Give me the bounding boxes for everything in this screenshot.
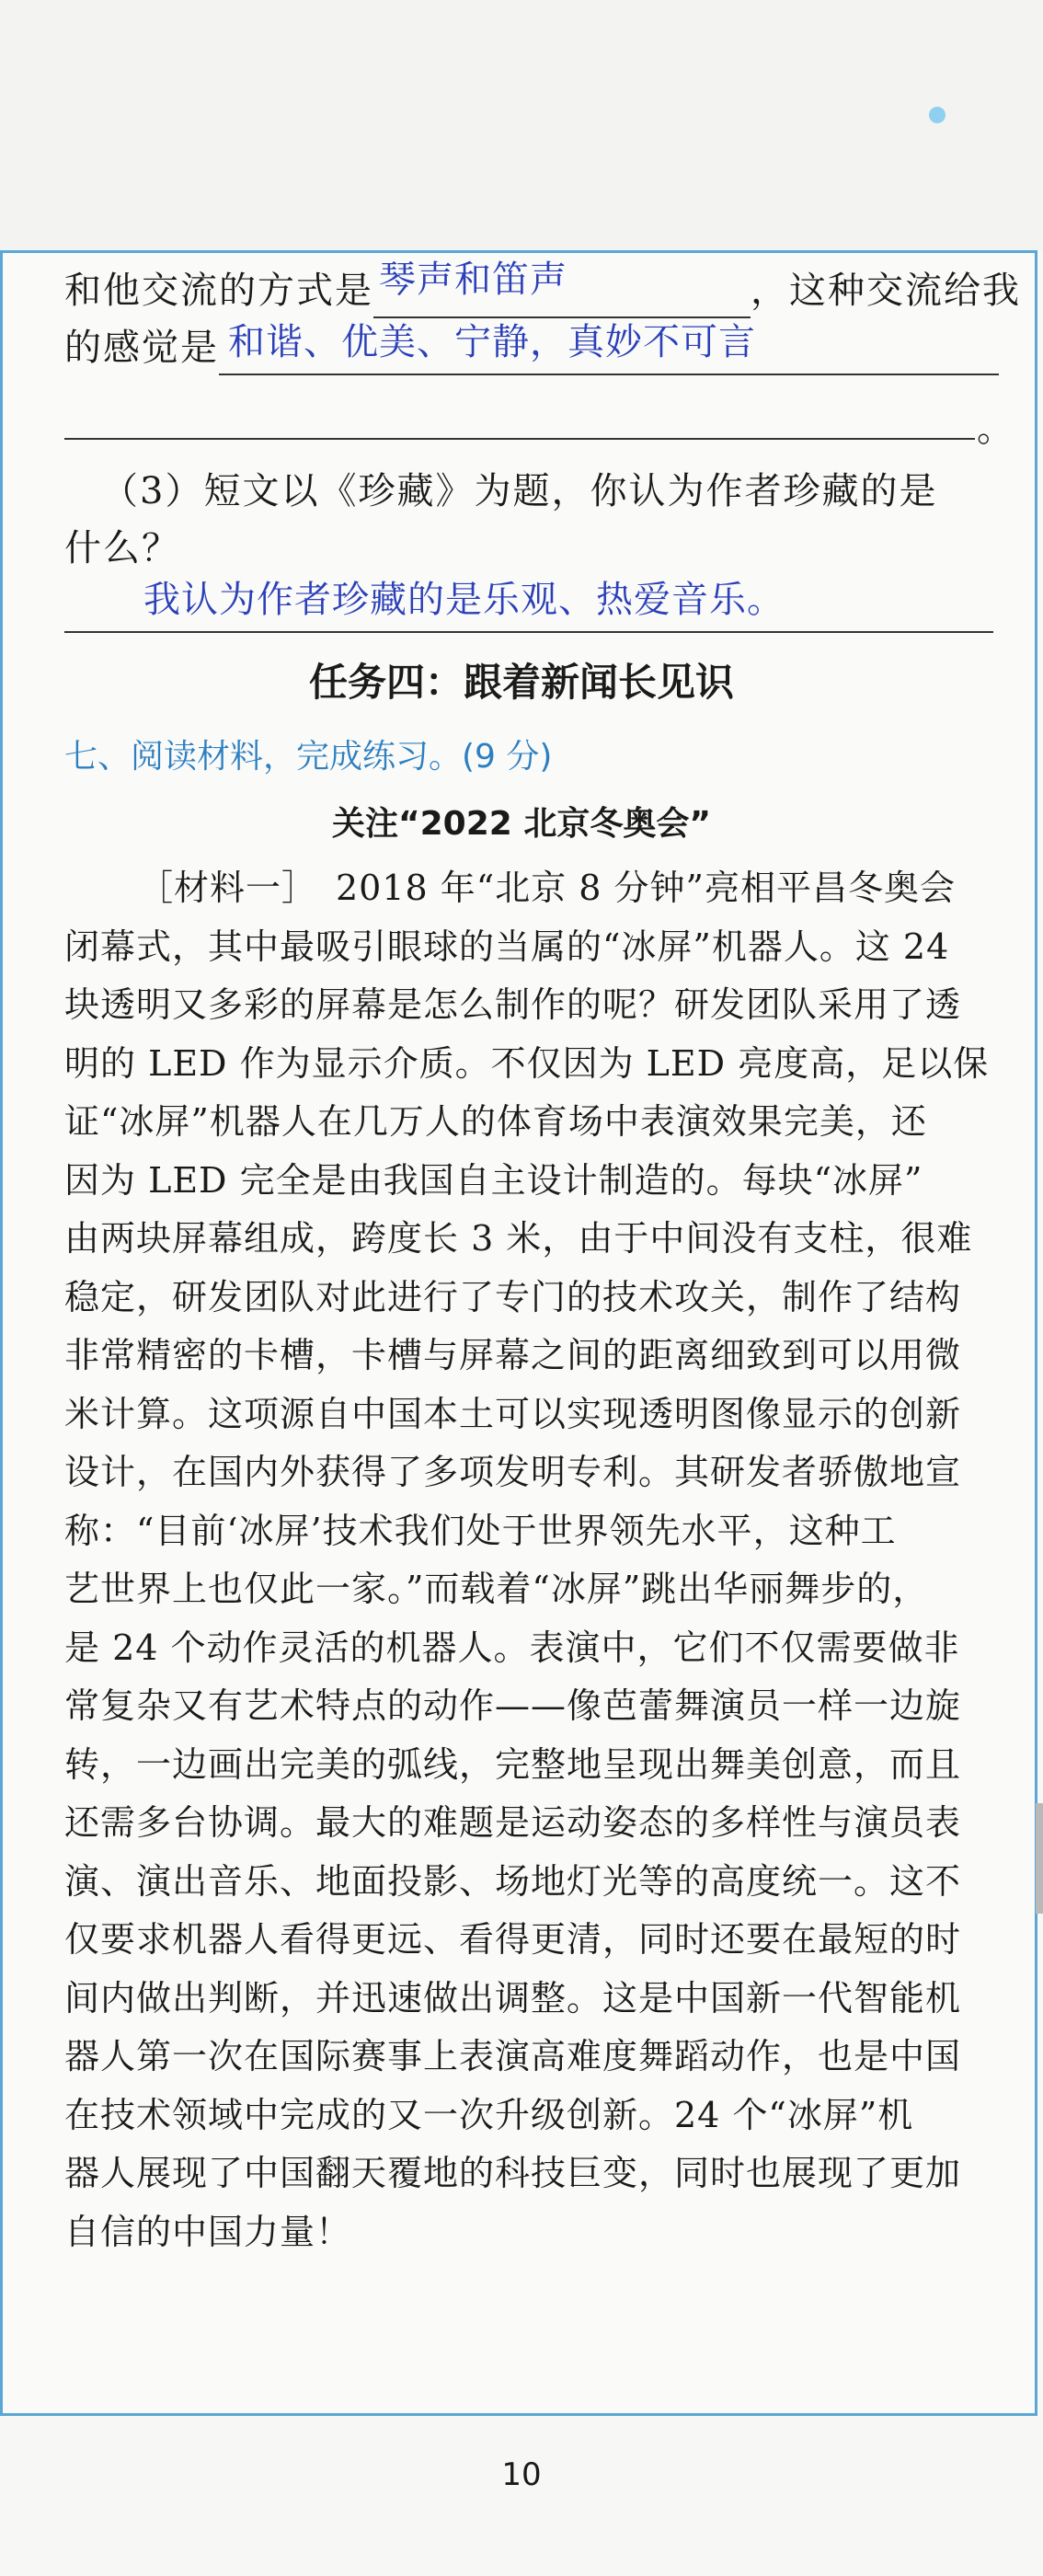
material-line: 闭幕式，其中最吸引眼球的当属的“冰屏”机器人。这 24	[64, 926, 950, 967]
prev-line2-prefix: 的感觉是	[64, 327, 219, 369]
material-line: 在技术领域中完成的又一次升级创新。24 个“冰屏”机	[64, 2094, 914, 2135]
answer-blank-3[interactable]	[64, 438, 975, 440]
handwritten-answer-1: 琴声和笛声	[379, 259, 567, 301]
material-line: 非常精密的卡槽，卡槽与屏幕之间的距离细致到可以用微	[64, 1335, 962, 1375]
material-line: 转，一边画出完美的弧线，完整地呈现出舞美创意，而且	[64, 1743, 962, 1785]
material-line: 演、演出音乐、地面投影、场地灯光等的高度统一。这不	[64, 1860, 962, 1902]
answer-blank-2[interactable]	[219, 321, 999, 375]
material-line: 还需多台协调。最大的难题是运动姿态的多样性与演员表	[64, 1802, 962, 1843]
prev-question-line-2	[64, 320, 999, 375]
handwritten-answer-2: 和谐、优美、宁静，真妙不可言	[228, 321, 756, 363]
material-line: 稳定，研发团队对此进行了专门的技术攻关，制作了结构	[64, 1276, 962, 1317]
material-line: 明的 LED 作为显示介质。不仅因为 LED 亮度高，足以保	[64, 1042, 990, 1084]
material-line: 自信的中国力量！	[64, 2211, 352, 2252]
material-line: 证“冰屏”机器人在几万人的体育场中表演效果完美，还	[64, 1101, 927, 1142]
q3-question-line-1: （3）短文以《珍藏》为题，你认为作者珍藏的是	[101, 470, 938, 512]
prev-line1-prefix: 和他交流的方式是	[64, 270, 373, 312]
material-line: 是 24 个动作灵活的机器人。表演中，它们不仅需要做非	[64, 1627, 960, 1668]
material-line: 器人第一次在国际赛事上表演高难度舞蹈动作，也是中国	[64, 2036, 962, 2076]
material-line: 艺世界上也仅此一家。”而载着“冰屏”跳出华丽舞步的，	[64, 1569, 929, 1609]
side-edge-tab	[1036, 1803, 1043, 1914]
prev-question-line-1	[64, 259, 1021, 318]
material-one-paragraph	[64, 859, 993, 2261]
answer-blank-q3[interactable]	[64, 631, 993, 633]
material-line: 器人展现了中国翻天覆地的科技巨变，同时也展现了更加	[64, 2153, 962, 2193]
material-line: 称：“目前‘冰屏’技术我们处于世界领先水平，这种工	[64, 1510, 897, 1551]
material-line: ［材料一］ 2018 年“北京 8 分钟”亮相平昌冬奥会	[138, 868, 956, 908]
article-title: 关注“2022 北京冬奥会”	[331, 805, 712, 843]
material-line: 仅要求机器人看得更远、看得更清，同时还要在最短的时	[64, 1919, 962, 1960]
task-title: 任务四：跟着新闻长见识	[308, 660, 734, 705]
material-line: 米计算。这项源自中国本土可以实现透明图像显示的创新	[64, 1393, 962, 1434]
material-line: 设计，在国内外获得了多项发明专利。其研发者骄傲地宣	[64, 1452, 962, 1492]
material-line: 常复杂又有艺术特点的动作——像芭蕾舞演员一样一边旋	[64, 1685, 962, 1726]
material-line: 由两块屏幕组成，跨度长 3 米，由于中间没有支柱，很难	[64, 1218, 973, 1259]
q3-question-line-2: 什么？	[64, 527, 180, 569]
page-top-margin	[0, 0, 1043, 250]
blue-dot-mark	[929, 107, 946, 123]
handwritten-answer-q3: 我认为作者珍藏的是乐观、热爱音乐。	[143, 579, 785, 621]
section-heading: 七、阅读材料，完成练习。(9 分)	[64, 738, 553, 776]
page-number: 10	[501, 2456, 542, 2493]
prev-line1-suffix: ，这种交流给我	[751, 270, 1021, 312]
material-line: 块透明又多彩的屏幕是怎么制作的呢？研发团队采用了透	[64, 984, 962, 1025]
material-line: 间内做出判断，并迅速做出调整。这是中国新一代智能机	[64, 1977, 962, 2018]
material-line: 因为 LED 完全是由我国自主设计制造的。每块“冰屏”	[64, 1159, 923, 1201]
answer-blank-1[interactable]	[373, 259, 751, 318]
prev-line3-period: 。	[977, 408, 1015, 450]
